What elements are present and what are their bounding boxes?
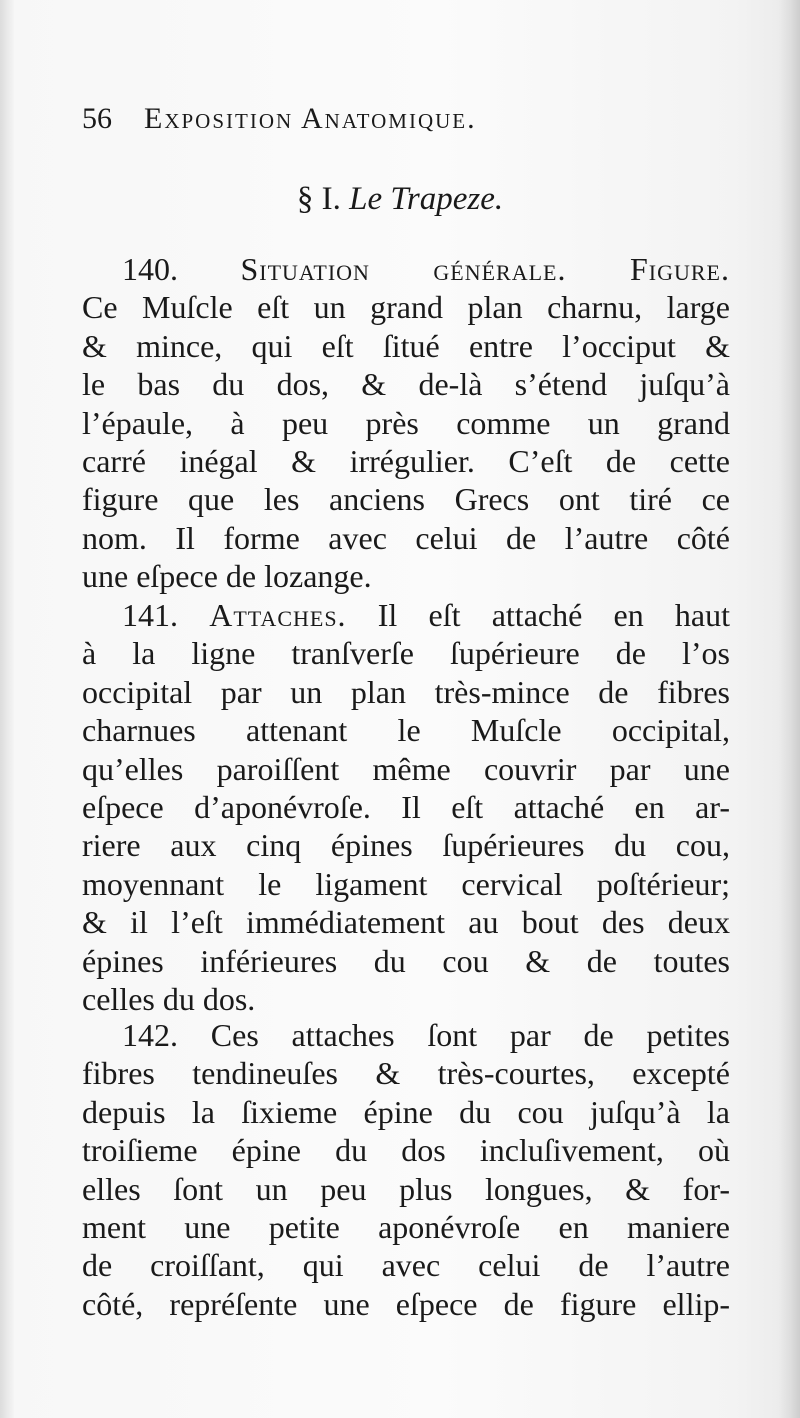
text-line: Ce Muſcle eſt un grand plan charnu, large xyxy=(82,289,730,326)
paragraph-number: 140. xyxy=(122,251,178,287)
text-line: riere aux cinq épines ſupérieures du cou, xyxy=(82,827,730,864)
text-line: l’épaule, à peu près comme un grand xyxy=(82,404,730,441)
text-line: le bas du dos, & de-là s’étend juſqu’à xyxy=(82,366,730,403)
text-line: elles ſont un peu plus longues, & for- xyxy=(82,1170,730,1207)
section-heading xyxy=(0,176,800,222)
paragraph-140 xyxy=(82,250,730,596)
paragraph-number: 141. xyxy=(122,597,178,633)
text-line: carré inégal & irrégulier. C’eſt de cette xyxy=(82,442,730,479)
page-number: 56 xyxy=(82,102,112,135)
paragraph-first-line-text: Ces attaches ſont par de petites xyxy=(210,1017,731,1053)
paragraph-first-line xyxy=(82,596,730,634)
text-line: moyennant le ligament cervical poſtérieur; xyxy=(82,865,730,902)
paragraph-number: 142. xyxy=(122,1017,178,1053)
text-line: fibres tendineuſes & très-courtes, excepté xyxy=(82,1055,730,1092)
text-line: celles du dos. xyxy=(82,980,256,1017)
text-line: & il l’eſt immédiatement au bout des deux xyxy=(82,904,730,941)
running-head-title: Exposition Anatomique. xyxy=(144,102,477,135)
text-line: côté, repréſente une eſpece de figure ellip- xyxy=(82,1285,730,1322)
text-line: une eſpece de lozange. xyxy=(82,558,372,595)
text-line: à la ligne tranſverſe ſupérieure de l’os xyxy=(82,635,730,672)
text-line: qu’elles paroiſſent même couvrir par une xyxy=(82,750,730,787)
paragraph-first-line xyxy=(82,250,730,288)
text-line: occipital par un plan très-mince de fibres xyxy=(82,673,730,710)
section-title: Le Trapeze. xyxy=(349,181,504,217)
paragraph-heading: Attaches. xyxy=(209,597,347,633)
text-line: troiſieme épine du dos incluſivement, où xyxy=(82,1132,730,1169)
text-line: figure que les anciens Grecs ont tiré ce xyxy=(82,481,730,518)
text-line: épines inférieures du cou & de toutes xyxy=(82,942,730,979)
running-head xyxy=(82,96,742,142)
paragraph-first-line-text: Il eſt attaché en haut xyxy=(377,597,730,633)
text-line: & mince, qui eſt ſitué entre l’occiput & xyxy=(82,327,730,364)
paragraph-first-line xyxy=(82,1016,730,1054)
section-number: § I. xyxy=(296,181,341,217)
text-line: charnues attenant le Muſcle occipital, xyxy=(82,712,730,749)
text-line: nom. Il forme avec celui de l’autre côté xyxy=(82,519,730,556)
text-line: depuis la ſixieme épine du cou juſqu’à la xyxy=(82,1093,730,1130)
paragraph-heading: Situation générale. Figure. xyxy=(240,251,730,287)
text-line: ment une petite aponévroſe en maniere xyxy=(82,1208,730,1245)
text-line: de croiſſant, qui avec celui de l’autre xyxy=(82,1247,730,1284)
paragraph-142 xyxy=(82,1016,730,1323)
text-line: eſpece d’aponévroſe. Il eſt attaché en ar- xyxy=(82,788,730,825)
paragraph-141 xyxy=(82,596,730,1018)
